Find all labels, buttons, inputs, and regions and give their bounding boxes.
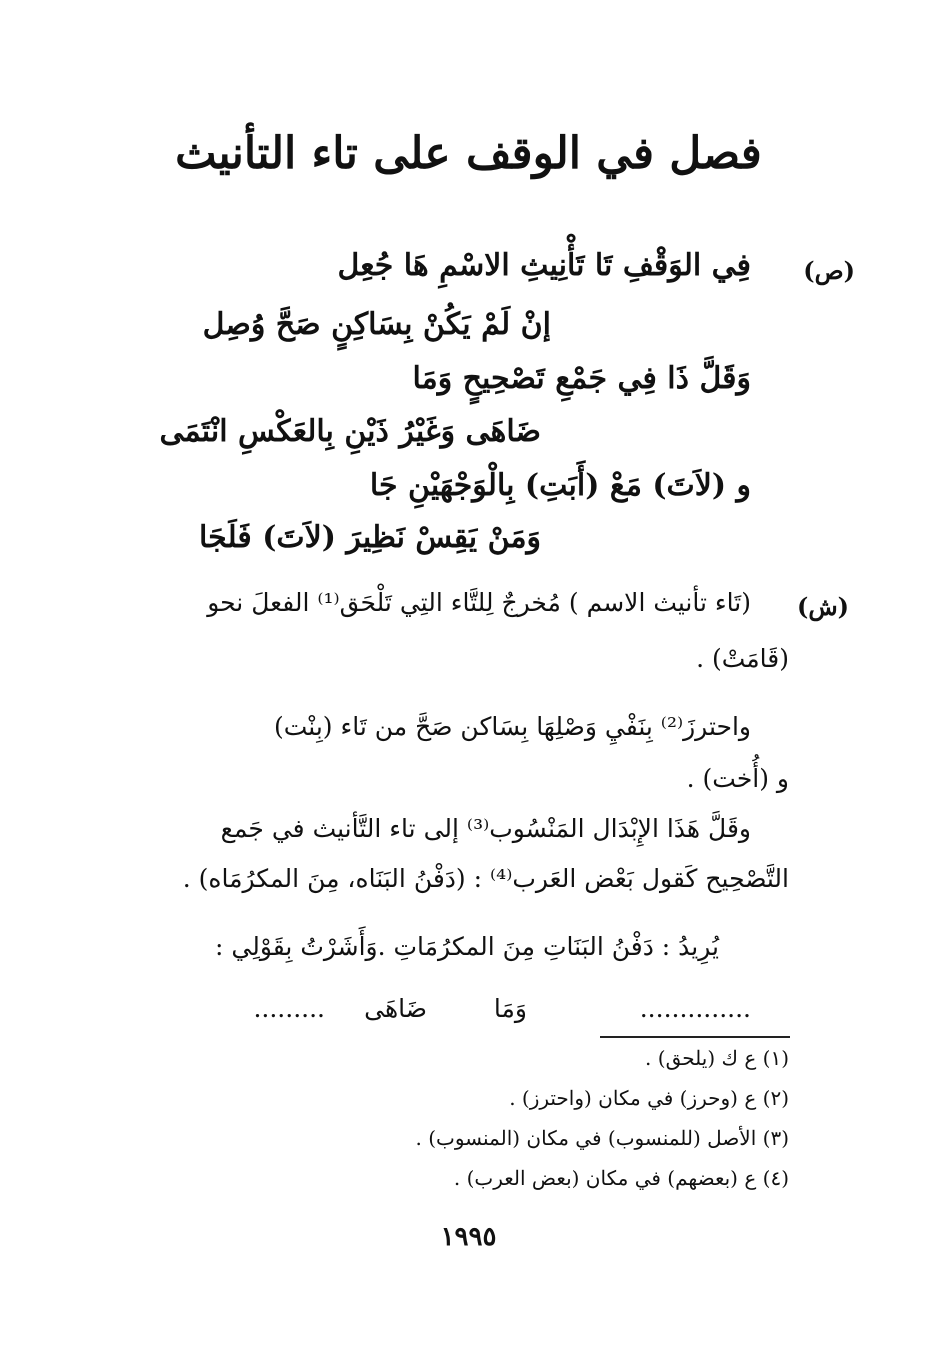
verse-marker: (ص) xyxy=(803,256,855,285)
commentary-line: (قَامَتْ) . xyxy=(696,644,789,673)
commentary-line: يُرِيدُ : دَفْنُ البَنَاتِ مِنَ المكرُمَاتِ .وَأَشَرْتُ بِقَوْلِي : xyxy=(215,932,719,961)
footnote-separator xyxy=(600,1036,790,1038)
verse-line: إنْ لَمْ يَكُنْ بِسَاكِنٍ صَحَّ وُصِل xyxy=(202,307,551,342)
ellipsis-dots: .............. xyxy=(639,994,751,1023)
commentary-line: التَّصْحِيح كَقول بَعْض العَرب⁽⁴⁾ : (دَفْنُ البَنَاه، مِنَ المكرُمَاه) . xyxy=(182,864,789,893)
verse-line: وَمَنْ يَقِسْ نَظِيرَ (لاَتَ) فَلَجَا xyxy=(198,520,541,555)
footnote: (٣) الأصل (للمنسوب) في مكان (المنسوب) . xyxy=(415,1126,789,1150)
commentary-line: واحترزَ⁽²⁾ بِنَفْيِ وَصْلِهَا بِسَاكن صَحَّ من تَاء (بِنْت) xyxy=(273,712,751,741)
verse-line: و (لاَتَ) مَعْ (أَبَتِ) بِالْوَجْهَيْنِ جَا xyxy=(369,468,751,503)
quoted-word: ضَاهَى xyxy=(364,994,427,1023)
commentary-line: و (أُخت) . xyxy=(686,764,789,793)
page-number: ١٩٩٥ xyxy=(440,1222,497,1252)
commentary-line: وقَلَّ هَذَا الإِبْدَال المَنْسُوب⁽³⁾ إلى تاء التَّأنيث في جَمع xyxy=(220,814,751,843)
footnote: (١) ع ك (يلحق) . xyxy=(645,1046,789,1070)
commentary-marker: (ش) xyxy=(796,592,849,621)
verse-line: وَقَلَّ ذَا فِي جَمْعِ تَصْحِيحٍ وَمَا xyxy=(412,361,751,396)
verse-line: ضَاهَى وَغَيْرُ ذَيْنِ بِالعَكْسِ انْتَمَى xyxy=(159,414,541,449)
footnote: (٢) ع (وحرز) في مكان (واحترز) . xyxy=(509,1086,789,1110)
ellipsis-dots: ......... xyxy=(253,994,325,1023)
commentary-line: (تَاء تأنيث الاسم ) مُخرجٌ لِلتَّاء التِي تَلْحَق⁽¹⁾ الفعلَ نحو xyxy=(207,588,751,617)
chapter-title: فصل في الوقف على تاء التأنيث xyxy=(175,128,762,179)
footnote: (٤) ع (بعضهم) في مكان (بعض العرب) . xyxy=(453,1166,789,1190)
verse-line: فِي الوَقْفِ تَا تَأْنِيثِ الاسْمِ هَا جُعِل xyxy=(337,248,751,283)
quoted-word: وَمَا xyxy=(493,994,527,1023)
